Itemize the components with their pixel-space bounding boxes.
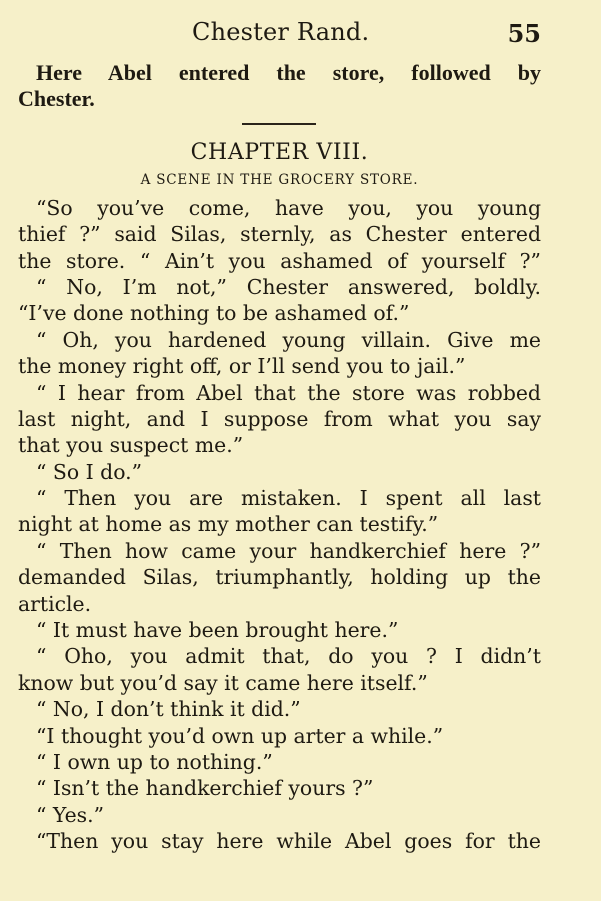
- paragraph-line: thief ?” said Silas, sternly, as Chester entered: [18, 222, 541, 247]
- paragraph-line: night at home as my mother can testify.”: [18, 512, 439, 537]
- divider-rule: [242, 123, 316, 125]
- paragraph-line: “ Oho, you admit that, do you ? I didn’t: [36, 644, 541, 669]
- paragraph-line: “ Oh, you hardened young villain. Give me: [36, 327, 541, 352]
- paragraph-line: “ Then you are mistaken. I spent all last: [36, 486, 541, 511]
- paragraph-line: the store. “ Ain’t you ashamed of yourself ?”: [18, 248, 541, 273]
- paragraph-line: “Then you stay here while Abel goes for the: [36, 829, 541, 854]
- page-number: 55: [507, 19, 541, 48]
- paragraph-line: “ No, I’m not,” Chester answered, boldly.: [36, 274, 541, 299]
- page-text: [18, 60, 541, 855]
- paragraph-line: “ Then how came your handkerchief here ?”: [36, 538, 541, 563]
- paragraph-line: “ I own up to nothing.”: [36, 749, 273, 774]
- running-header: [0, 18, 601, 52]
- paragraph-line: “ No, I don’t think it did.”: [36, 697, 301, 722]
- paragraph-line: “I’ve done nothing to be ashamed of.”: [18, 301, 410, 326]
- intro-line: Here Abel entered the store, followed by: [36, 60, 541, 85]
- paragraph-line: article.: [18, 591, 92, 616]
- paragraph-line: demanded Silas, triumphantly, holding up the: [18, 565, 541, 590]
- paragraph-line: the money right off, or I’ll send you to jail.”: [18, 354, 466, 379]
- running-title: Chester Rand.: [192, 18, 370, 46]
- paragraph-line: “ It must have been brought here.”: [36, 618, 399, 643]
- intro-line: Chester.: [18, 86, 95, 112]
- chapter-divider: [18, 113, 541, 135]
- paragraph-line: “I thought you’d own up arter a while.”: [36, 723, 444, 748]
- paragraph-line: last night, and I suppose from what you say: [18, 406, 541, 431]
- paragraph-line: “ Isn’t the handkerchief yours ?”: [36, 776, 374, 801]
- chapter-heading: CHAPTER VIII.: [190, 139, 369, 165]
- paragraph-line: know but you’d say it came here itself.”: [18, 670, 428, 695]
- paragraph-line: “ So I do.”: [36, 459, 143, 484]
- paragraph-line: “ I hear from Abel that the store was robbed: [36, 380, 541, 405]
- paragraph-line: that you suspect me.”: [18, 433, 244, 458]
- chapter-subheading: A SCENE IN THE GROCERY STORE.: [140, 171, 419, 188]
- paragraph-line: “So you’ve come, have you, you young: [36, 195, 541, 220]
- paragraph-line: “ Yes.”: [36, 802, 105, 827]
